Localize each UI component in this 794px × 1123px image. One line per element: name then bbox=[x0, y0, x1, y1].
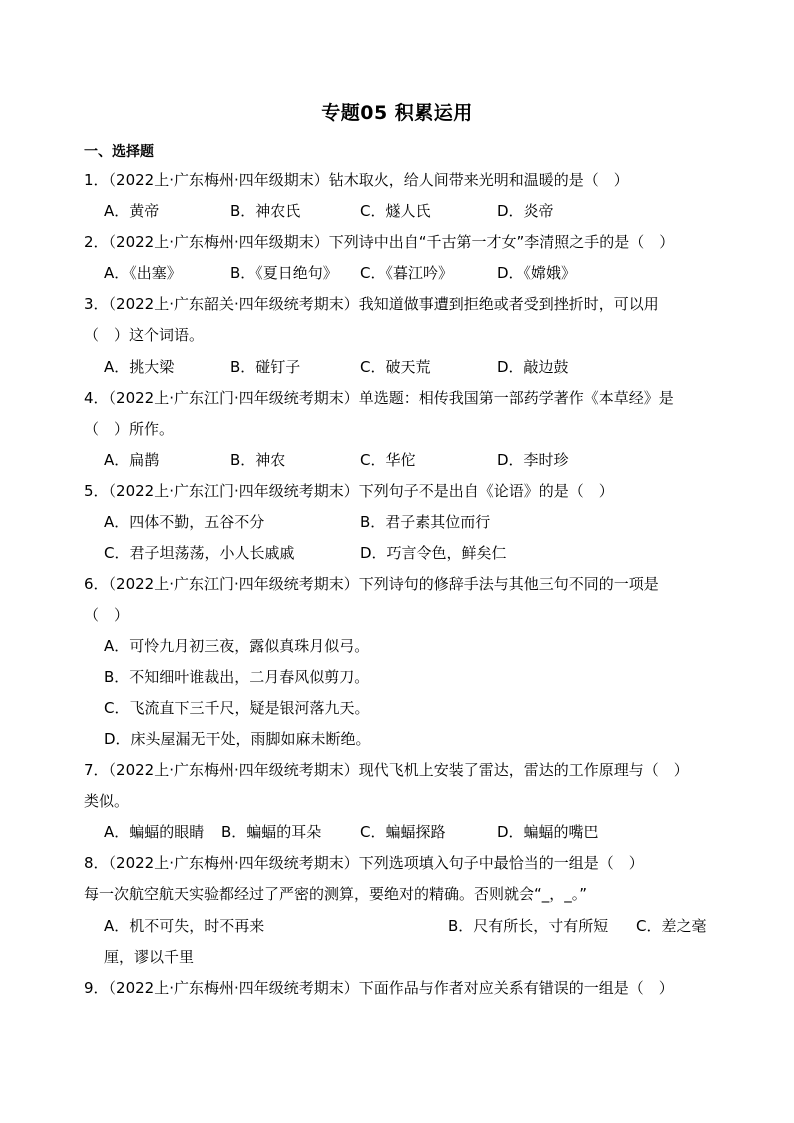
question-5-text: 5．（2022上·广东江门·四年级统考期末）下列句子不是出自《论语》的是（ ） bbox=[84, 482, 614, 500]
question-7-text-continued: 类似。 bbox=[84, 792, 130, 810]
question-4-option-a: A．扁鹊 bbox=[104, 451, 160, 469]
question-2-text: 2．（2022上·广东梅州·四年级期末）下列诗中出自“千古第一才女”李清照之手的是（ ） bbox=[84, 233, 675, 251]
question-4-text: 4．（2022上·广东江门·四年级统考期末）单选题：相传我国第一部药学著作《本草经》是 bbox=[84, 389, 674, 407]
question-5-option-a: A．四体不勤，五谷不分 bbox=[104, 513, 265, 531]
question-7-option-b: B．蝙蝠的耳朵 bbox=[221, 823, 322, 841]
question-7-option-c: C．蝙蝠探路 bbox=[360, 823, 446, 841]
question-2-option-c: C．《暮江吟》 bbox=[360, 264, 453, 282]
question-5-option-b: B．君子素其位而行 bbox=[360, 513, 491, 531]
question-2-option-d: D．《嫦娥》 bbox=[497, 264, 577, 282]
question-1-option-d: D．炎帝 bbox=[497, 202, 554, 220]
question-4-option-d: D．李时珍 bbox=[497, 451, 569, 469]
question-6-text: 6．（2022上·广东江门·四年级统考期末）下列诗句的修辞手法与其他三句不同的一项是 bbox=[84, 575, 659, 593]
question-6-option-b: B．不知细叶谁裁出，二月春风似剪刀。 bbox=[104, 668, 370, 686]
page-title: 专题05 积累运用 bbox=[321, 102, 473, 124]
question-8-option-c-continued: 厘，谬以千里 bbox=[104, 948, 195, 966]
question-2-option-a: A．《出塞》 bbox=[104, 264, 182, 282]
question-1-option-a: A．黄帝 bbox=[104, 202, 160, 220]
question-3-option-c: C．破天荒 bbox=[360, 358, 431, 376]
question-6-option-a: A．可怜九月初三夜，露似真珠月似弓。 bbox=[104, 637, 370, 655]
question-7-option-a: A．蝙蝠的眼睛 bbox=[104, 823, 205, 841]
section-heading: 一、选择题 bbox=[84, 144, 154, 160]
question-7-option-d: D．蝙蝠的嘴巴 bbox=[497, 823, 599, 841]
question-8-text: 8．（2022上·广东梅州·四年级统考期末）下列选项填入句子中最恰当的一组是（ ） bbox=[84, 854, 644, 872]
question-4-option-b: B．神农 bbox=[230, 451, 286, 469]
question-1-option-c: C．燧人氏 bbox=[360, 202, 431, 220]
question-7-text: 7．（2022上·广东梅州·四年级统考期末）现代飞机上安装了雷达，雷达的工作原理与（ ） bbox=[84, 761, 689, 779]
question-4-option-c: C．华佗 bbox=[360, 451, 416, 469]
question-6-text-continued: （ ） bbox=[84, 606, 130, 624]
question-8-option-b: B．尺有所长，寸有所短 bbox=[448, 917, 609, 935]
question-1-option-b: B．神农氏 bbox=[230, 202, 301, 220]
question-8-option-c: C．差之毫 bbox=[636, 917, 707, 935]
question-3-option-d: D．敲边鼓 bbox=[497, 358, 569, 376]
question-4-text-continued: （ ）所作。 bbox=[84, 420, 175, 438]
question-5-option-c: C．君子坦荡荡，小人长戚戚 bbox=[104, 544, 295, 562]
question-3-option-a: A．挑大梁 bbox=[104, 358, 175, 376]
question-2-option-b: B．《夏日绝句》 bbox=[230, 264, 338, 282]
question-8-text-continued: 每一次航空航天实验都经过了严密的测算，要绝对的精确。否则就会“_，_。” bbox=[84, 885, 588, 903]
question-3-option-b: B．碰钉子 bbox=[230, 358, 301, 376]
question-5-option-d: D．巧言令色，鲜矣仁 bbox=[360, 544, 507, 562]
question-6-option-c: C．飞流直下三千尺，疑是银河落九天。 bbox=[104, 699, 370, 717]
question-6-option-d: D．床头屋漏无干处，雨脚如麻未断绝。 bbox=[104, 730, 371, 748]
question-1-text: 1．（2022上·广东梅州·四年级期末）钻木取火，给人间带来光明和温暖的是（ ） bbox=[84, 171, 629, 189]
question-3-text: 3．（2022上·广东韶关·四年级统考期末）我知道做事遭到拒绝或者受到挫折时，可以用 bbox=[84, 295, 659, 313]
question-8-option-a: A．机不可失，时不再来 bbox=[104, 917, 265, 935]
question-3-text-continued: （ ）这个词语。 bbox=[84, 326, 205, 344]
question-9-text: 9．（2022上·广东梅州·四年级统考期末）下面作品与作者对应关系有错误的一组是（ ） bbox=[84, 979, 674, 997]
